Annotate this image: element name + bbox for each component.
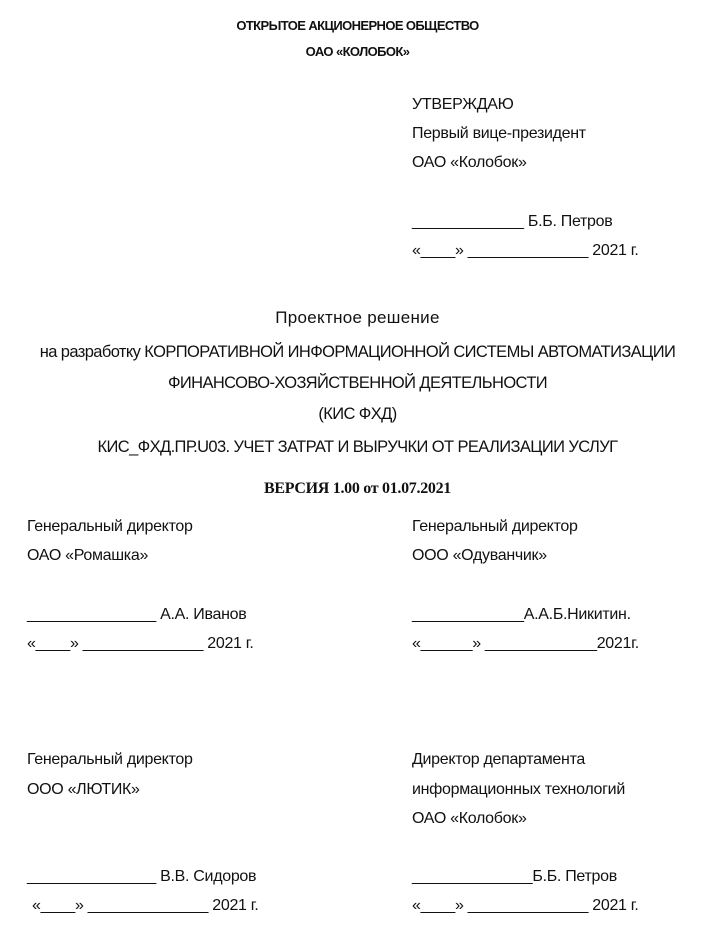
title-line2: ФИНАНСОВО-ХОЗЯЙСТВЕННОЙ ДЕЯТЕЛЬНОСТИ [167,374,548,392]
signatory-signature: _______________ А.А. Иванов [27,606,247,623]
approver-position: Первый вице-президент [412,125,586,142]
signatory-signature: _______________ В.В. Сидоров [27,868,257,885]
signatory-date: «____» ______________ 2021 г. [412,897,639,914]
signatory-position: Генеральный директор [412,518,578,535]
signatory-date: «____» ______________ 2021 г. [27,635,254,652]
signatory-date: «______» _____________2021г. [412,635,639,652]
signatory-org: ООО «Одуванчик» [412,547,547,564]
signatory-org: ОАО «Колобок» [412,810,527,827]
signatory-position-line1: Директор департамента [412,751,586,768]
title-line4: КИС_ФХД.ПР.U03. УЧЕТ ЗАТРАТ И ВЫРУЧКИ ОТ РЕАЛИЗАЦИИ УСЛУГ [97,438,618,456]
signatory-date: «____» ______________ 2021 г. [32,897,259,914]
org-name-line2: ОАО «КОЛОБОК» [305,44,410,59]
signatory-signature: _____________А.А.Б.Никитин. [412,606,631,623]
approval-date: «____» ______________ 2021 г. [412,242,639,259]
title-line3: (КИС ФХД) [318,405,397,423]
approver-signature: _____________ Б.Б. Петров [412,213,613,230]
signatory-position: Генеральный директор [27,518,193,535]
signatory-position: Генеральный директор [27,751,193,768]
signatory-signature: ______________Б.Б. Петров [412,868,617,885]
signatory-org: ОАО «Ромашка» [27,547,149,564]
approve-label: УТВЕРЖДАЮ [412,96,514,113]
doc-type: Проектное решение [275,308,440,327]
approver-org: ОАО «Колобок» [412,154,527,171]
signatory-org: ООО «ЛЮТИК» [27,781,140,798]
version: ВЕРСИЯ 1.00 от 01.07.2021 [263,480,452,497]
title-line1: на разработку КОРПОРАТИВНОЙ ИНФОРМАЦИОННОЙ СИСТЕМЫ АВТОМАТИЗАЦИИ [39,343,676,361]
org-name-line1: ОТКРЫТОЕ АКЦИОНЕРНОЕ ОБЩЕСТВО [236,18,479,33]
signatory-position-line2: информационных технологий [412,781,625,798]
